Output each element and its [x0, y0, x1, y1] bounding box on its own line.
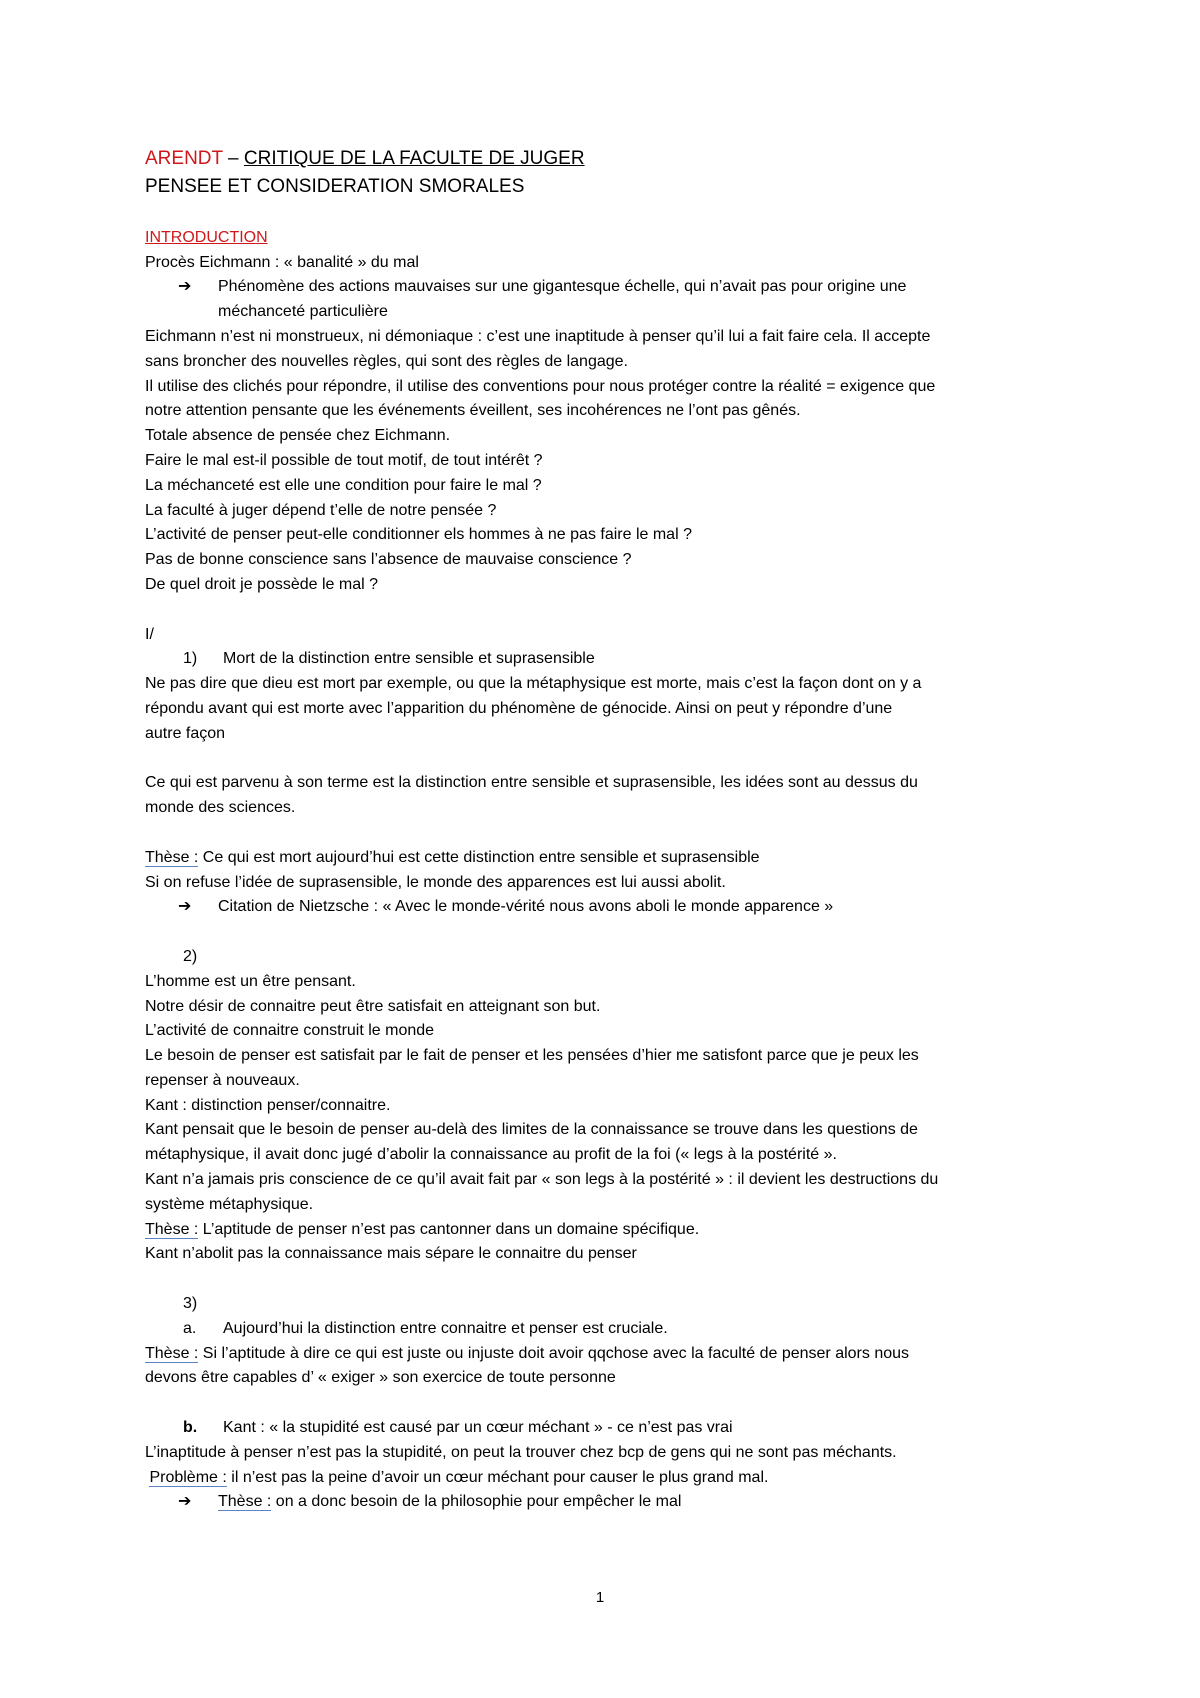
probleme-label: Problème :	[149, 1468, 227, 1486]
paragraph-line: L’homme est un être pensant.	[145, 972, 356, 990]
spacer	[145, 1391, 1065, 1416]
section-1-title: 1) Mort de la distinction entre sensible et suprasensible	[183, 650, 595, 668]
intro-line: Il utilise des clichés pour répondre, il utilise des conventions pour nous protéger contre la réalité = exigence que	[145, 377, 936, 395]
intro-line: Totale absence de pensée chez Eichmann.	[145, 427, 451, 445]
spacer	[145, 747, 1065, 772]
these-label: Thèse :	[145, 1344, 199, 1362]
title-work: CRITIQUE DE LA FACULTE DE JUGER	[243, 148, 585, 169]
intro-line: Eichmann n’est ni monstrueux, ni démoniaque : c’est une inaptitude à penser qu’il lui a fait faire cela. Il accepte	[145, 327, 931, 345]
probleme-line: Problème : il n’est pas la peine d’avoir un cœur méchant pour causer le plus grand mal.	[149, 1468, 769, 1486]
intro-heading: INTRODUCTION	[145, 228, 268, 246]
paragraph-line: repenser à nouveaux.	[145, 1071, 300, 1089]
intro-question: La faculté à juger dépend t’elle de notre pensée ?	[145, 501, 497, 519]
paragraph-line: devons être capables d’ « exiger » son exercice de toute personne	[145, 1369, 616, 1387]
arrow-item: ➔ Thèse : on a donc besoin de la philosophie pour empêcher le mal	[145, 1490, 1065, 1515]
paragraph-line: Kant n’abolit pas la connaissance mais sépare le connaitre du penser	[145, 1245, 637, 1263]
these-label: Thèse :	[145, 1220, 199, 1238]
document-subtitle: PENSEE ET CONSIDERATION SMORALES	[145, 176, 525, 197]
right-arrow-icon: ➔	[178, 1493, 192, 1511]
paragraph-line: Le besoin de penser est satisfait par le fait de penser et les pensées d’hier me satisfont parce que je peux les	[145, 1047, 919, 1065]
paragraph-line: Ne pas dire que dieu est mort par exemple, ou que la métaphysique est morte, mais c’est la façon dont on y a	[145, 675, 922, 693]
intro-line: sans broncher des nouvelles règles, qui sont des règles de langage.	[145, 352, 628, 370]
paragraph-line: métaphysique, il avait donc jugé d’abolir la connaissance au profit de la foi (« legs à la postérité ».	[145, 1146, 837, 1164]
subsection-b: b. Kant : « la stupidité est causé par un cœur méchant » - ce n’est pas vrai	[183, 1419, 733, 1437]
these-line: Thèse : Si l’aptitude à dire ce qui est juste ou injuste doit avoir qqchose avec la faculté de penser alors nous	[145, 1344, 910, 1362]
subsection-a: a. Aujourd’hui la distinction entre connaitre et penser est cruciale.	[183, 1319, 668, 1337]
paragraph-line: système métaphysique.	[145, 1195, 314, 1213]
these-line: Thèse : L’aptitude de penser n’est pas cantonner dans un domaine spécifique.	[145, 1220, 700, 1238]
intro-arrow-continuation: méchanceté particulière	[218, 303, 388, 321]
section-3-number: 3)	[183, 1295, 198, 1313]
intro-question: De quel droit je possède le mal ?	[145, 575, 379, 593]
right-arrow-icon: ➔	[178, 278, 192, 296]
spacer	[145, 598, 1065, 623]
paragraph-line: répondu avant qui est morte avec l’apparition du phénomène de génocide. Ainsi on peut y répondre d’une	[145, 699, 893, 717]
page-number: 1	[595, 1589, 605, 1606]
intro-question: La méchanceté est elle une condition pour faire le mal ?	[145, 476, 542, 494]
part1-heading: I/	[145, 625, 154, 643]
intro-line: Procès Eichmann : « banalité » du mal	[145, 253, 419, 271]
right-arrow-icon: ➔	[178, 898, 192, 916]
paragraph-line: Kant pensait que le besoin de penser au-delà des limites de la connaissance se trouve dans les questions de	[145, 1121, 918, 1139]
section-2-number: 2)	[183, 947, 198, 965]
paragraph-line: Kant n’a jamais pris conscience de ce qu’il avait fait par « son legs à la postérité » : il devient les destructions du	[145, 1171, 939, 1189]
document-title	[145, 145, 1065, 173]
intro-question: Faire le mal est-il possible de tout motif, de tout intérêt ?	[145, 451, 543, 469]
paragraph-line: Ce qui est parvenu à son terme est la distinction entre sensible et suprasensible, les idées sont au dessus du	[145, 774, 918, 792]
intro-line: notre attention pensante que les événements éveillent, ses incohérences ne l’ont pas gênés.	[145, 402, 801, 420]
paragraph-line: L’activité de connaitre construit le monde	[145, 1022, 435, 1040]
intro-arrow-item: ➔ Phénomène des actions mauvaises sur une gigantesque échelle, qui n’avait pas pour origine une	[145, 275, 1065, 300]
paragraph-line: Kant : distinction penser/connaitre.	[145, 1096, 391, 1114]
spacer	[145, 920, 1065, 945]
paragraph-line: monde des sciences.	[145, 799, 296, 817]
these-label: Thèse :	[218, 1493, 272, 1511]
intro-question: Pas de bonne conscience sans l’absence de mauvaise conscience ?	[145, 551, 632, 569]
title-dash: –	[222, 148, 244, 169]
paragraph-line: Si on refuse l’idée de suprasensible, le monde des apparences est lui aussi abolit.	[145, 873, 726, 891]
title-author: ARENDT	[145, 148, 223, 169]
spacer	[145, 1267, 1065, 1292]
intro-question: L’activité de penser peut-elle conditionner els hommes à ne pas faire le mal ?	[145, 526, 692, 544]
paragraph-line: autre façon	[145, 724, 226, 742]
these-line: Thèse : Ce qui est mort aujourd’hui est cette distinction entre sensible et suprasensible	[145, 848, 760, 866]
paragraph-line: L’inaptitude à penser n’est pas la stupidité, on peut la trouver chez bcp de gens qui ne sont pas méchants.	[145, 1443, 897, 1461]
document-page	[145, 145, 1065, 1515]
spacer	[145, 201, 1065, 226]
spacer	[145, 821, 1065, 846]
paragraph-line: Notre désir de connaitre peut être satisfait en atteignant son but.	[145, 997, 601, 1015]
these-label: Thèse :	[145, 848, 199, 866]
arrow-item: ➔ Citation de Nietzsche : « Avec le monde-vérité nous avons aboli le monde apparence »	[145, 895, 1065, 920]
